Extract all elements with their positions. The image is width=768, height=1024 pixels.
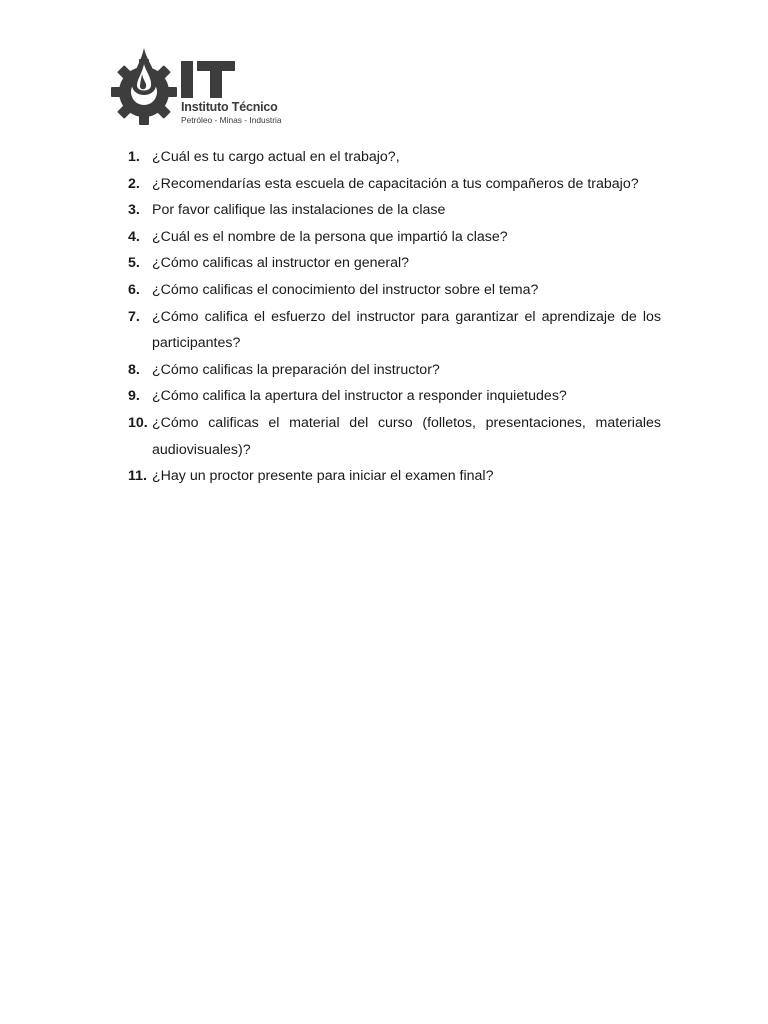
question-number: 11. <box>128 468 147 485</box>
logo-tagline: Petróleo - Minas - Industria <box>181 115 282 125</box>
list-item <box>128 277 661 304</box>
question-number: 7. <box>128 308 140 325</box>
institute-logo <box>111 44 301 128</box>
list-item <box>128 357 661 384</box>
question-number: 1. <box>128 149 140 165</box>
list-item <box>128 224 661 251</box>
question-text: ¿Cómo calificas el material del curso (folletos, presentaciones, materiales audiovisuales)? <box>152 414 661 458</box>
list-item <box>128 250 661 277</box>
question-text: ¿Cuál es el nombre de la persona que impartió la clase? <box>152 228 508 245</box>
list-item <box>128 463 661 490</box>
list-item <box>128 171 661 198</box>
question-text: ¿Hay un proctor presente para iniciar el examen final? <box>152 468 494 485</box>
list-item <box>128 383 661 410</box>
question-number: 2. <box>128 175 140 192</box>
question-text: ¿Cómo califica la apertura del instructor a responder inquietudes? <box>152 388 567 405</box>
question-text: ¿Cómo califica el esfuerzo del instructor para garantizar el aprendizaje de los participantes? <box>152 308 661 352</box>
question-text: Por favor califique las instalaciones de la clase <box>152 202 446 219</box>
logo-name: Instituto Técnico <box>181 100 278 114</box>
question-number: 3. <box>128 202 140 219</box>
question-text: ¿Cómo calificas la preparación del instructor? <box>152 361 440 378</box>
question-text: ¿Cuál es tu cargo actual en el trabajo?, <box>152 149 400 165</box>
list-item <box>128 197 661 224</box>
question-number: 9. <box>128 388 140 405</box>
question-text: ¿Cómo calificas el conocimiento del instructor sobre el tema? <box>152 281 539 298</box>
list-item <box>128 410 661 463</box>
question-list <box>128 144 661 490</box>
question-number: 8. <box>128 361 140 378</box>
question-text: ¿Cómo calificas al instructor en general? <box>152 255 410 272</box>
list-item <box>128 144 661 171</box>
question-number: 6. <box>128 281 140 298</box>
question-number: 4. <box>128 228 140 245</box>
logo-mark <box>181 61 235 98</box>
question-number: 5. <box>128 255 140 272</box>
list-item <box>128 304 661 357</box>
question-text: ¿Recomendarías esta escuela de capacitación a tus compañeros de trabajo? <box>152 175 639 192</box>
question-number: 10. <box>128 414 148 431</box>
